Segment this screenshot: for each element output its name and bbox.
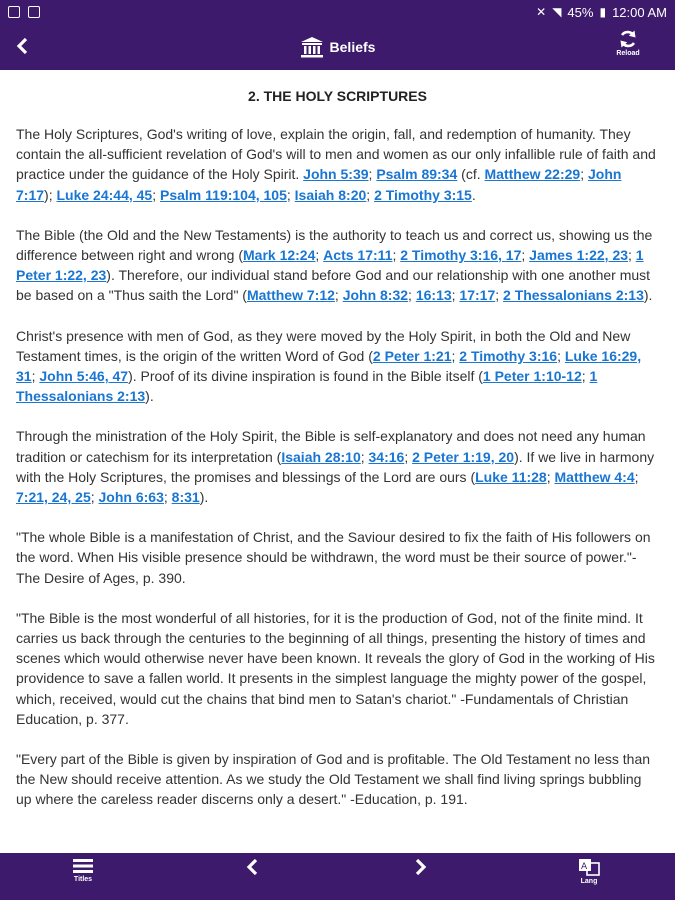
scripture-link[interactable]: Luke 16:29, 31 bbox=[16, 347, 642, 385]
scripture-link[interactable]: Matthew 4:4 bbox=[554, 468, 635, 485]
paragraph-text: ; bbox=[581, 368, 590, 385]
bottom-nav-bar bbox=[0, 853, 675, 900]
app-notification-icon bbox=[28, 6, 40, 18]
list-icon bbox=[72, 858, 94, 874]
scripture-link[interactable]: 17:17 bbox=[459, 287, 496, 304]
paragraph-text: ; bbox=[392, 247, 401, 264]
scripture-link[interactable]: 8:31 bbox=[171, 489, 200, 506]
scripture-link[interactable]: John 7:17 bbox=[16, 166, 622, 203]
mute-icon: ✕ bbox=[536, 5, 547, 19]
temple-icon bbox=[300, 36, 324, 58]
battery-percent: 45% bbox=[567, 4, 594, 20]
app-title-group bbox=[0, 24, 675, 70]
scripture-link[interactable]: Acts 17:11 bbox=[323, 247, 393, 264]
scripture-link[interactable]: 2 Thessalonians 2:13 bbox=[503, 287, 644, 304]
paragraph-text: ; bbox=[360, 448, 369, 465]
paragraph-text: "The Bible is the most wonderful of all histories, for it is the production of God, not of the finite mind. It carries us back through the centuries to the beginning of all things, presenting the history of times and scenes which would otherwise never have been known. It reveals the glory of God in the working of His providence to save a fallen world. It presents in the simplest language the mighty power of the gospel, which, received, would cut the chains that bind men to Satan's chariot." -Fundamentals of Christian Education, p. 377. bbox=[16, 609, 655, 727]
scripture-link[interactable]: 2 Peter 1:19, 20 bbox=[412, 448, 515, 465]
paragraph-text: ; bbox=[152, 186, 160, 203]
paragraph-text: ). bbox=[145, 388, 154, 405]
paragraph-text: ; bbox=[366, 186, 375, 203]
paragraph-text: ; bbox=[315, 247, 324, 264]
paragraph-text: ; bbox=[634, 468, 639, 485]
scripture-link[interactable]: 2 Timothy 3:16, 17 bbox=[400, 247, 522, 264]
scripture-link[interactable]: 1 Peter 1:22, 23 bbox=[16, 247, 644, 284]
belief-paragraph bbox=[16, 527, 659, 588]
belief-paragraphs bbox=[16, 124, 659, 810]
paragraph-text: ). bbox=[199, 489, 209, 506]
paragraph-text: ; bbox=[404, 448, 413, 465]
paragraph-text: ; bbox=[495, 287, 504, 304]
reload-label: Reload bbox=[616, 50, 640, 57]
previous-button[interactable] bbox=[245, 858, 259, 876]
paragraph-text: ). bbox=[643, 287, 653, 304]
translate-icon bbox=[578, 858, 600, 876]
scripture-link[interactable]: Psalm 89:34 bbox=[376, 166, 458, 183]
page-title: Beliefs bbox=[329, 39, 376, 55]
back-button[interactable] bbox=[8, 32, 36, 60]
paragraph-text: ; bbox=[557, 347, 565, 364]
belief-paragraph bbox=[16, 749, 659, 810]
paragraph-text: The Bible (the Old and the New Testaments) is the authority to teach us and correct us, showing us the difference between right and wrong ( bbox=[16, 226, 653, 264]
paragraph-text: ; bbox=[521, 247, 530, 264]
scripture-link[interactable]: Luke 24:44, 45 bbox=[56, 186, 153, 203]
paragraph-text: ; bbox=[451, 347, 460, 364]
chevron-right-icon bbox=[414, 858, 428, 876]
reload-icon bbox=[618, 29, 638, 49]
scripture-link[interactable]: John 8:32 bbox=[342, 287, 409, 304]
paragraph-text: ; bbox=[408, 287, 416, 304]
chevron-left-icon bbox=[15, 37, 29, 55]
paragraph-text: ). Therefore, our individual stand before God and our relationship with one another must be based on a "Thus saith the Lord" ( bbox=[16, 267, 651, 304]
paragraph-text: ). If we live in harmony with the Holy Scriptures, the promises and blessings of the Lord are ours ( bbox=[16, 448, 655, 485]
titles-label: Titles bbox=[73, 876, 93, 883]
svg-text:A: A bbox=[581, 862, 588, 872]
belief-paragraph bbox=[16, 225, 659, 306]
battery-icon: ▮ bbox=[599, 5, 607, 19]
paragraph-text: "Every part of the Bible is given by inspiration of God and is profitable. The Old Testament no less than the New should receive attention. As we study the Old Testament we shall find living springs bubbling up where the careless reader discerns only a desert." -Education, p. 191. bbox=[16, 751, 651, 808]
scripture-link[interactable]: John 5:46, 47 bbox=[39, 368, 129, 385]
scripture-link[interactable]: Matthew 22:29 bbox=[484, 166, 581, 183]
paragraph-text: "The whole Bible is a manifestation of Christ, and the Saviour desired to fix the faith of His followers on the word. When His visible presence should be withdrawn, the word must be their source of power."-The Desire of Ages, p. 390. bbox=[16, 529, 651, 586]
scripture-link[interactable]: Matthew 7:12 bbox=[246, 287, 335, 304]
scripture-link[interactable]: 1 Peter 1:10-12 bbox=[482, 368, 582, 385]
belief-heading: 2. THE HOLY SCRIPTURES bbox=[248, 88, 427, 104]
paragraph-text: (cf. bbox=[457, 166, 485, 183]
lang-label: Lang bbox=[580, 878, 598, 885]
scripture-link[interactable]: James 1:22, 23 bbox=[529, 247, 629, 264]
image-notification-icon bbox=[8, 6, 20, 18]
wifi-icon: ◥ bbox=[552, 5, 562, 19]
scripture-link[interactable]: John 6:63 bbox=[98, 489, 164, 506]
scripture-link[interactable]: Isaiah 8:20 bbox=[294, 186, 367, 203]
paragraph-text: ); bbox=[44, 186, 57, 203]
scripture-link[interactable]: Mark 12:24 bbox=[243, 247, 316, 264]
paragraph-text: Through the ministration of the Holy Spirit, the Bible is self-explanatory and does not need any human tradition or catechism for its interpretation ( bbox=[16, 428, 646, 465]
scripture-link[interactable]: Isaiah 28:10 bbox=[281, 448, 361, 465]
scripture-link[interactable]: 2 Timothy 3:16 bbox=[459, 347, 558, 364]
paragraph-text: Christ's presence with men of God, as they were moved by the Holy Spirit, in both the Old and New Testament times, is the origin of the written Word of God ( bbox=[16, 327, 631, 364]
scripture-link[interactable]: John 5:39 bbox=[303, 166, 369, 183]
belief-paragraph bbox=[16, 426, 659, 507]
paragraph-text: ; bbox=[90, 489, 99, 506]
status-bar bbox=[0, 0, 675, 24]
paragraph-text: . bbox=[471, 186, 476, 203]
chevron-left-icon bbox=[245, 858, 259, 876]
paragraph-text: ; bbox=[580, 166, 588, 183]
paragraph-text: The Holy Scriptures, God's writing of love, explain the origin, fall, and redemption of humanity. They contain the all-sufficient revelation of God's will to men and women as our only infallible rule of faith and practice under the guidance of the Holy Spirit. bbox=[16, 126, 656, 183]
scripture-link[interactable]: 2 Timothy 3:15 bbox=[374, 186, 472, 203]
scripture-link[interactable]: 16:13 bbox=[415, 287, 452, 304]
belief-content[interactable] bbox=[0, 70, 675, 853]
language-button[interactable] bbox=[578, 858, 600, 885]
paragraph-text: ). Proof of its divine inspiration is found in the Bible itself ( bbox=[128, 368, 483, 385]
belief-paragraph bbox=[16, 124, 659, 205]
next-button[interactable] bbox=[414, 858, 428, 876]
belief-paragraph bbox=[16, 608, 659, 729]
paragraph-text: ; bbox=[334, 287, 343, 304]
paragraph-text: ; bbox=[546, 468, 555, 485]
scripture-link[interactable]: 2 Peter 1:21 bbox=[372, 347, 452, 364]
scripture-link[interactable]: Luke 11:28 bbox=[475, 468, 547, 485]
paragraph-text: ; bbox=[31, 368, 40, 385]
app-bar bbox=[0, 24, 675, 70]
scripture-link[interactable]: 1 Thessalonians 2:13 bbox=[16, 368, 598, 405]
reload-button[interactable] bbox=[611, 29, 645, 65]
scripture-link[interactable]: Psalm 119:104, 105 bbox=[160, 186, 287, 203]
paragraph-text: ; bbox=[628, 247, 636, 264]
paragraph-text: ; bbox=[451, 287, 460, 304]
scripture-link[interactable]: 34:16 bbox=[368, 448, 405, 465]
paragraph-text: ; bbox=[163, 489, 172, 506]
paragraph-text: ; bbox=[286, 186, 295, 203]
belief-paragraph bbox=[16, 326, 659, 407]
titles-button[interactable] bbox=[72, 858, 94, 883]
scripture-link[interactable]: 7:21, 24, 25 bbox=[16, 489, 91, 506]
paragraph-text: ; bbox=[368, 166, 377, 183]
clock: 12:00 AM bbox=[612, 4, 667, 20]
